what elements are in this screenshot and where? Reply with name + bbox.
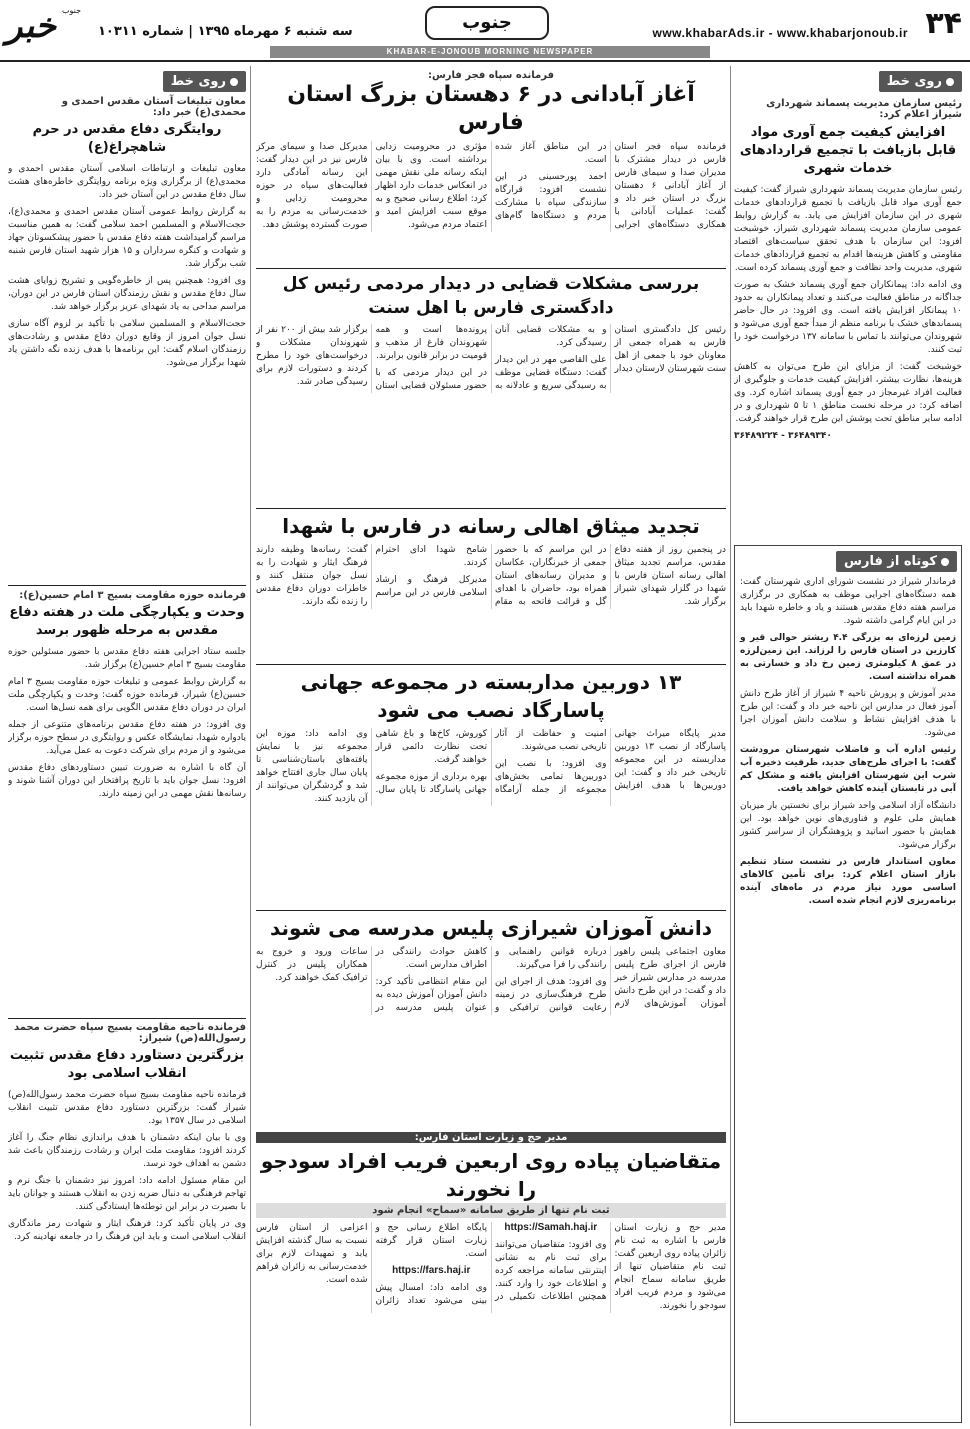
phone-numbers: ۳۶۴۸۹۲۲۴ - ۳۶۴۸۹۳۴۰ xyxy=(734,431,832,441)
short-news-item: مدیر آموزش و پرورش ناحیه ۴ شیراز از آغاز طرح دانش آموز فعال در مدارس این ناحیه خبر داد و گفت: این طرح با هدف افزایش نشاط و سلامت دانش آموزان اجرا می‌شود. xyxy=(740,689,956,738)
paragraph: فرمانده سپاه فجر استان فارس در دیدار مشترک با مدیران صدا و سیمای فارس از آغاز آبادانی ۶ دهستان بزرگ در استان خبر داد و گفت: عملیات آبادانی با همکاری دستگاه‌های اجرایی در این مناطق آغاز شده است. xyxy=(495,142,726,230)
story-title: وحدت و یکپارچگی ملت در هفته دفاع مقدس به مرحله ظهور برسد xyxy=(9,605,245,638)
story-5-headline: دانش آموزان شیرازی پلیس مدرسه می شوند xyxy=(269,916,713,940)
paragraph: وی افزود: هدف از اجرای این طرح فرهنگ‌سازی در زمینه رعایت قوانین ترافیکی و کاهش حوادث رانندگی در اطراف مدارس است. xyxy=(375,947,607,1013)
english-strip: KHABAR-E-JONOUB MORNING NEWSPAPER xyxy=(270,46,710,58)
story-1 xyxy=(256,70,726,265)
paragraph: فرمانده ناحیه مقاومت بسیج سپاه حضرت محمد رسول‌الله(ص) شیراز گفت: بزرگترین دستاورد دفاع مقدس تثبیت انقلاب اسلامی در سال ۱۳۵۷ بود. xyxy=(8,1090,246,1126)
paragraph: حجت‌الاسلام و المسلمین سلامی با تأکید بر لزوم آگاه سازی نسل جوان امروز از وقایع دوران دفاع مقدس و رشادت‌های رزمندگان اسلام گفت: این برنامه‌ها با هدف زنده نگه داشتن یاد شهدا برگزار می‌شود. xyxy=(8,319,246,368)
paragraph: وی ادامه داد: امسال پیش بینی می‌شود تعداد زائران اعزامی از استان فارس نسبت به سال گذشته افزایش یابد و تمهیدات لازم برای خدمت‌رسانی به زائران فراهم شده است. xyxy=(256,1223,487,1306)
short-news-item: دانشگاه آزاد اسلامی واحد شیراز برای نخستین بار میزبان همایش ملی علوم و فناوری‌های نوین خواهد بود. این همایش با حضور اساتید و پژوهشگران از سراسر کشور برگزار می‌شود. xyxy=(740,801,956,850)
paragraph: احمد پورحسینی در این نشست افزود: قرارگاه سازندگی سپاه با مشارکت مردم و دستگاه‌ها گام‌های مؤثری در محرومیت زدایی برداشته است. وی با بیان اینکه رسانه ملی نقش مهمی در انعکاس خدمات دارد اظهار کرد: اطلاع رسانی صحیح و به موقع سبب افزایش امید و اعتماد مردم می‌شود. xyxy=(375,142,607,230)
paragraph: آن گاه با اشاره به ضرورت تبیین دستاوردهای دفاع مقدس افزود: نسل جوان باید با تاریخ پرافتخار این دوران آشنا شوند و رسانه‌ها نقش مهمی در این زمینه دارند. xyxy=(8,763,246,799)
website-urls[interactable]: www.khabarAds.ir - www.khabarjonoub.ir xyxy=(652,26,908,40)
dot-icon xyxy=(230,78,238,86)
divider xyxy=(256,664,726,665)
paragraph: معاون تبلیغات و ارتباطات اسلامی آستان مقدس احمدی و محمدی(ع) از برگزاری ویژه برنامه روایتگری خاطره‌های هشت سال دفاع مقدس در این آستان خبر داد. xyxy=(8,164,246,200)
paragraph: وی افزود: در هفته دفاع مقدس برنامه‌های متنوعی از جمله یادواره شهدا، نمایشگاه عکس و روایتگری در سطح حوزه برگزار می‌شود و از مردم برای شرکت دعوت به عمل می‌آید. xyxy=(8,720,246,756)
paragraph: وی افزود: با نصب این دوربین‌ها تمامی بخش‌های مجموعه از جمله آرامگاه کوروش، کاخ‌ها و باغ شاهی تحت نظارت دائمی قرار خواهند گرفت. xyxy=(375,729,607,795)
paragraph: این مقام انتظامی تأکید کرد: دانش آموزان آموزش دیده به عنوان پلیس مدرسه در ساعات ورود و خروج به همکاران پلیس در کنترل ترافیک کمک خواهند کرد. xyxy=(256,947,487,1013)
dot-icon xyxy=(941,558,949,566)
paragraph: خوشبخت گفت: از مزایای این طرح می‌توان به کاهش هزینه‌ها، نظارت بیشتر، افزایش کیفیت خدمات و جلوگیری از فعالیت افراد غیرمجاز در جمع آوری پسماند اشاره کرد. وی اضافه کرد: در مرحله نخست مناطق ۱ تا ۵ شهرداری و در ادامه سایر مناطق تحت پوشش این طرح قرار خواهند گرفت. xyxy=(734,362,962,424)
fars-haj-link[interactable]: https://fars.haj.ir xyxy=(392,1265,471,1276)
story-kicker: معاون تبلیغات آستان مقدس احمدی و محمدی(ع) خبر داد: xyxy=(61,96,246,118)
story-1-headline: آغاز آبادانی در ۶ دهستان بزرگ استان فارس xyxy=(287,82,695,135)
paragraph: این مقام مسئول ادامه داد: امروز نیز دشمنان با جنگ نرم و تهاجم فرهنگی به دنبال ضربه زدن به انقلاب هستند و جوانان باید با بصیرت در برابر این توطئه‌ها ایستادگی کنند. xyxy=(8,1176,246,1212)
left-column-story-1 xyxy=(8,70,246,580)
paragraph: مدیرکل فرهنگ و ارشاد اسلامی فارس در این مراسم گفت: رسانه‌ها وظیفه دارند فرهنگ ایثار و شهادت را به نسل جوان منتقل کنند و خاطرات دوران دفاع مقدس را زنده نگه دارند. xyxy=(256,545,487,607)
samah-link[interactable]: https://Samah.haj.ir xyxy=(504,1222,598,1233)
story-6-kicker: مدیر حج و زیارت استان فارس: xyxy=(256,1132,726,1143)
short-news-item: رئیس اداره آب و فاضلاب شهرستان مرودشت گفت: با اجرای طرح‌های جدید، ظرفیت ذخیره آب شرب این شهرستان افزایش یافته و مشکل کم آبی در تابستان آینده کاهش خواهد یافت. xyxy=(740,745,956,794)
paragraph: وی ادامه داد: پیمانکاران جمع آوری پسماند خشک به صورت جداگانه در مناطق فعالیت می‌کنند و تعداد پیمانکاران به حدود ۱۰ پیمانکار افزایش یافته است. وی افزود: در حال حاضر پسماندهای خشک با برنامه منظم از مبدأ جمع آوری می‌شود و شهروندان می‌توانند با تماس با سامانه ۱۳۷ درخواست خود را ثبت کنند. xyxy=(734,280,962,355)
box-tag xyxy=(836,551,957,572)
paragraph: مدیر پایگاه میراث جهانی پاسارگاد از نصب ۱۳ دوربین مداربسته در این مجموعه تاریخی خبر داد و گفت: این دوربین‌ها با هدف افزایش امنیت و حفاظت از آثار تاریخی نصب می‌شوند. xyxy=(495,729,726,791)
logo-sub: جنوب xyxy=(62,6,82,15)
section-tag-label: روی خط xyxy=(886,74,942,89)
divider xyxy=(8,1018,246,1019)
section-tag xyxy=(163,71,246,92)
short-news-item: زمین لرزه‌ای به بزرگی ۴.۴ ریشتر حوالی قیر و کارزین در استان فارس را لرزاند. این زمین‌لرزه در عمق ۸ کیلومتری زمین رخ داد و خسارتی به همراه نداشته است. xyxy=(740,633,956,682)
paragraph: وی در پایان تأکید کرد: فرهنگ ایثار و شهادت رمز ماندگاری انقلاب اسلامی است و باید این فرهنگ را در جامعه نهادینه کرد. xyxy=(8,1219,246,1242)
story-title: بزرگترین دستاورد دفاع مقدس تثبیت انقلاب اسلامی بود xyxy=(9,1048,245,1081)
story-6-headline: متقاضیان پیاده روی اربعین فریب افراد سودجو را نخورند xyxy=(260,1149,722,1201)
divider xyxy=(256,910,726,911)
paragraph: به گزارش روابط عمومی آستان مقدس احمدی و محمدی(ع)، حجت‌الاسلام و المسلمین احمد سلامی گفت: به همین مناسبت مراسم گرامیداشت هفته دفاع مقدس با حضور پیشکسوتان جهاد و شهادت و کنگره سرداران و ۱۵ هزار شهید استان فارس شنبه شب برگزار شد. xyxy=(8,207,246,269)
paragraph: جلسه ستاد اجرایی هفته دفاع مقدس با حضور مسئولین حوزه مقاومت بسیج ۳ امام حسین(ع) برگزار شد. xyxy=(8,647,246,670)
divider xyxy=(8,585,246,586)
column-divider xyxy=(730,66,731,1426)
paragraph: علی القاصی مهر در این دیدار گفت: دستگاه قضایی موظف به رسیدگی سریع و عادلانه به پرونده‌ها است و همه شهروندان فارغ از مذهب و قومیت در برابر قانون برابرند. xyxy=(375,325,607,391)
story-5 xyxy=(256,914,726,1124)
masthead xyxy=(0,0,970,62)
newspaper-logo xyxy=(6,4,90,52)
paragraph: وی افزود: همچنین پس از خاطره‌گویی و تشریح زوایای هشت سال دفاع مقدس و نقش رزمندگان استان فارس در این دوران، مراسم مداحی به یاد شهدای عزیز برگزار خواهد شد. xyxy=(8,276,246,312)
left-column-story-3 xyxy=(8,1022,246,1422)
divider xyxy=(256,508,726,509)
paragraph: وی با بیان اینکه دشمنان با هدف براندازی نظام جنگ را آغاز کردند افزود: مقاومت ملت ایران و رشادت رزمندگان باعث شد دشمن به اهداف خود نرسد. xyxy=(8,1133,246,1169)
paragraph: به گزارش روابط عمومی و تبلیغات حوزه مقاومت بسیج ۳ امام حسین(ع) شیراز، فرمانده حوزه گفت: وحدت و یکپارچگی ملت ایران در دوران دفاع مقدس الگویی برای همه نسل‌ها است. xyxy=(8,677,246,713)
story-kicker: فرمانده ناحیه مقاومت بسیج سپاه حضرت محمد رسول‌الله(ص) شیراز: xyxy=(13,1022,246,1044)
paragraph: معاون اجتماعی پلیس راهور فارس از اجرای طرح پلیس مدرسه در مدارس شیراز خبر داد و گفت: در این طرح دانش آموزان آموزش‌های لازم درباره قوانین راهنمایی و رانندگی را فرا می‌گیرند. xyxy=(495,947,726,1009)
story-6-subhead: ثبت نام تنها از طریق سامانه «سماح» انجام شود xyxy=(256,1203,726,1218)
paragraph: رئیس سازمان مدیریت پسماند شهرداری شیراز گفت: کیفیت جمع آوری مواد قابل بازیافت با تجمیع قراردادهای خدمات شهری در این سازمان افزایش می یابد. به گزارش روابط عمومی سازمان مدیریت پسماند شهرداری شیراز، خوشبخت افزود: این سازمان با هدف تحقق سیاست‌های اقتصاد مقاومتی و کاهش هزینه‌ها اقدام به تجمیع قراردادهای خدمات شهری، مدیریت واحد نظافت و جمع آوری پسماند کرده است. xyxy=(734,185,962,273)
section-label: جنوب xyxy=(425,6,549,40)
story-2 xyxy=(256,272,726,507)
short-news-item: معاون استاندار فارس در نشست ستاد تنظیم بازار استان اعلام کرد: برای تأمین کالاهای اساسی مورد نیاز مردم در ماه‌های آینده برنامه‌ریزی لازم انجام شده است. xyxy=(740,857,956,906)
right-column-story xyxy=(734,70,962,540)
dot-icon xyxy=(946,78,954,86)
box-tag-label: کوتاه از فارس xyxy=(844,554,937,569)
section-tag-label: روی خط xyxy=(170,74,226,89)
column-divider xyxy=(250,66,251,1426)
story-4-headline: ۱۳ دوربین مداربسته در مجموعه جهانی پاسارگاد نصب می شود xyxy=(300,670,682,722)
paragraph: در این مراسم که با حضور جمعی از خبرنگاران، عکاسان و مدیران رسانه‌های استان همراه بود، حاضران با اهدای گل و قرائت فاتحه به مقام شامخ شهدا ادای احترام کردند. xyxy=(375,545,607,607)
left-column-story-2 xyxy=(8,590,246,1010)
story-title: روایتگری دفاع مقدس در حرم شاهچراغ(ع) xyxy=(32,122,222,155)
story-kicker: فرمانده حوزه مقاومت بسیج ۳ امام حسین(ع): xyxy=(19,590,246,601)
story-6 xyxy=(256,1132,726,1422)
short-news-box xyxy=(734,545,962,1423)
page-number: ۳۴ xyxy=(925,6,962,41)
paragraph: بهره برداری از موزه مجموعه جهانی پاسارگاد تا پایان سال. وی ادامه داد: موزه این مجموعه نیز با نمایش یافته‌های باستان‌شناسی تا پایان سال جاری افتتاح خواهد شد و گردشگران می‌توانند از آن بازدید کنند. xyxy=(256,729,487,804)
story-3 xyxy=(256,512,726,662)
paragraph: رئیس کل دادگستری استان فارس به همراه جمعی از معاونان خود با جمعی از اهل سنت شهرستان لارستان دیدار و به مشکلات قضایی آنان رسیدگی کرد. xyxy=(495,325,726,374)
paragraph: مدیر حج و زیارت استان فارس با اشاره به ثبت نام زائران پیاده روی اربعین گفت: ثبت نام متقاضیان تنها از طریق سامانه سماح انجام می‌شود و مردم فریب افراد سودجو را نخورند. xyxy=(614,1223,726,1311)
section-tag xyxy=(879,71,962,92)
logo-word: خبر xyxy=(6,6,57,46)
dateline: سه شنبه ۶ مهرماه ۱۳۹۵ | شماره ۱۰۳۱۱ xyxy=(98,24,353,39)
short-news-item: فرماندار شیراز در نشست شورای اداری شهرستان گفت: همه دستگاه‌های اجرایی موظف به همکاری در برگزاری مراسم هفته دفاع مقدس هستند و یاد و خاطره شهدا باید در این ایام گرامی داشته شود. xyxy=(740,577,956,626)
paragraph: در پنجمین روز از هفته دفاع مقدس، مراسم تجدید میثاق اهالی رسانه استان فارس با شهدا در گلزار شهدای شیراز برگزار شد. xyxy=(614,545,726,607)
paragraph: در این دیدار مردمی که با حضور مسئولان قضایی استان برگزار شد بیش از ۲۰۰ نفر از شهروندان مشکلات و درخواست‌های خود را مطرح کردند و دستورات لازم برای رسیدگی صادر شد. xyxy=(256,325,487,391)
paragraph: مدیرکل صدا و سیمای مرکز فارس نیز در این دیدار گفت: این رسانه آمادگی دارد فعالیت‌های سپاه در حوزه محرومیت زدایی و خدمت‌رسانی به مردم را به صورت گسترده پوشش دهد. xyxy=(256,142,368,230)
story-1-kicker: فرمانده سپاه فجر فارس: xyxy=(427,70,554,81)
story-2-headline: بررسی مشکلات قضایی در دیدار مردمی رئیس کل دادگستری فارس با اهل سنت xyxy=(282,274,700,318)
story-kicker: رئیس سازمان مدیریت پسماند شهرداری شیراز اعلام کرد: xyxy=(766,98,962,120)
divider xyxy=(256,268,726,269)
story-3-headline: تجدید میثاق اهالی رسانه در فارس با شهدا xyxy=(282,514,700,538)
paragraph: وی افزود: متقاضیان می‌توانند برای ثبت نام به نشانی اینترنتی سامانه مراجعه کرده و اطلاعات خود را وارد کنند. همچنین اطلاعات تکمیلی در پایگاه اطلاع رسانی حج و زیارت استان قرار گرفته است. xyxy=(375,1223,607,1302)
story-4 xyxy=(256,668,726,908)
story-title: افزایش کیفیت جمع آوری مواد قابل بازیافت با تجمیع قراردادهای خدمات شهری xyxy=(739,125,957,176)
